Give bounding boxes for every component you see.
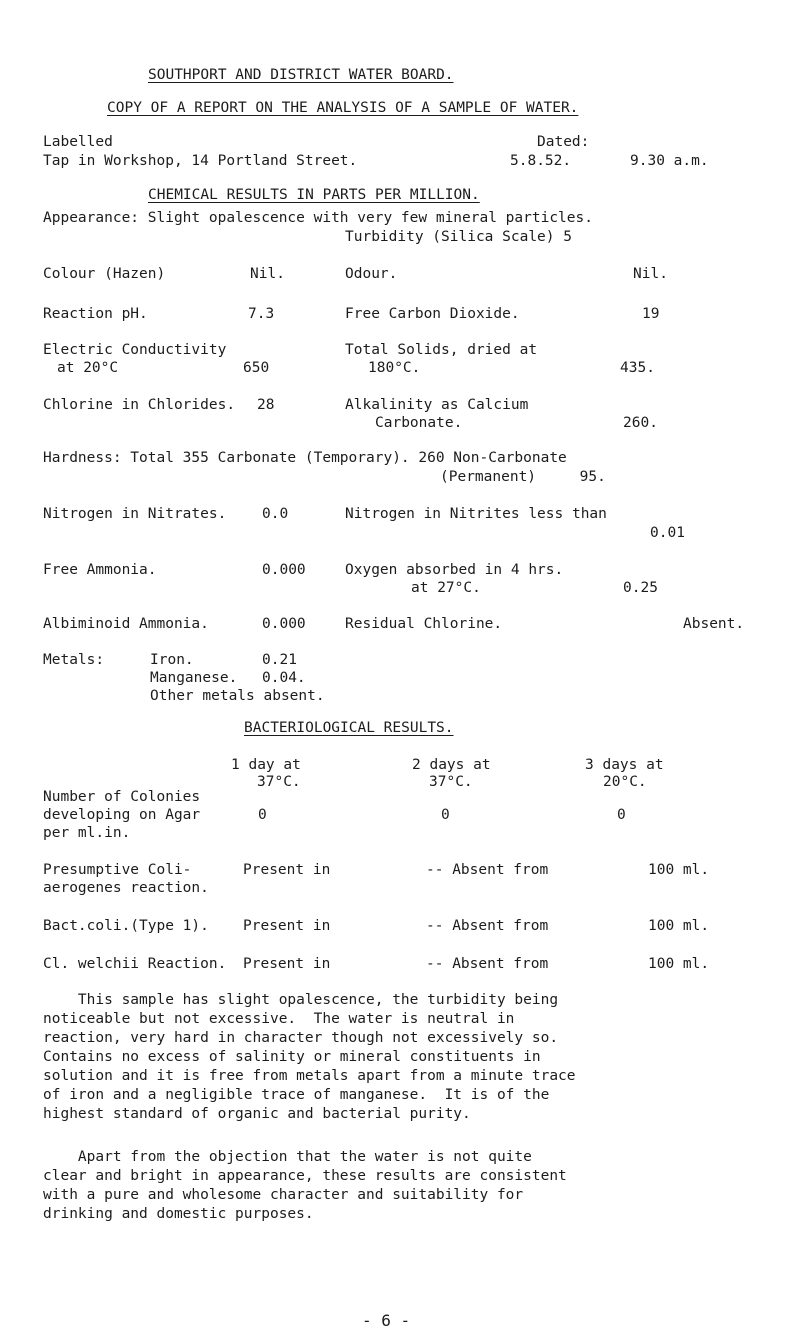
colour-value: Nil. xyxy=(250,266,285,282)
iron-label: Iron. xyxy=(150,652,194,668)
welchii-present: Present in xyxy=(243,956,331,972)
oxygen-temp: at 27°C. xyxy=(411,580,481,596)
col-2-day: 2 days at xyxy=(412,757,491,773)
sample-location: Tap in Workshop, 14 Portland Street. xyxy=(43,153,358,169)
alkalinity-label: Alkalinity as Calcium xyxy=(345,397,529,413)
sample-time: 9.30 a.m. xyxy=(630,153,709,169)
hardness-line: Hardness: Total 355 Carbonate (Temporary). 260 Non-Carbonate xyxy=(43,450,567,466)
paragraph-line: This sample has slight opalescence, the turbidity being xyxy=(43,992,559,1008)
iron-value: 0.21 xyxy=(262,652,297,668)
albuminoid-label: Albiminoid Ammonia. xyxy=(43,616,209,632)
colour-label: Colour (Hazen) xyxy=(43,266,166,282)
alkalinity-sub: Carbonate. xyxy=(375,415,463,431)
odour-label: Odour. xyxy=(345,266,398,282)
co2-value: 19 xyxy=(642,306,660,322)
conclusion-paragraph-2 xyxy=(43,1148,743,1224)
paragraph-line: solution and it is free from metals apart from a minute trace xyxy=(43,1068,576,1084)
col-3-day: 3 days at xyxy=(585,757,664,773)
turbidity: Turbidity (Silica Scale) 5 xyxy=(345,229,572,245)
paragraph-line: drinking and domestic purposes. xyxy=(43,1206,314,1222)
bacteriological-heading: BACTERIOLOGICAL RESULTS. xyxy=(244,720,454,736)
coli-label-1: Presumptive Coli- xyxy=(43,862,192,878)
solids-label: Total Solids, dried at xyxy=(345,342,538,358)
page-number: - 6 - xyxy=(362,1311,411,1330)
nitrites-label: Nitrogen in Nitrites less than xyxy=(345,506,607,522)
paragraph-line: reaction, very hard in character though not excessively so. xyxy=(43,1030,559,1046)
colonies-label-1: Number of Colonies xyxy=(43,789,201,805)
report-subtitle: COPY OF A REPORT ON THE ANALYSIS OF A SAMPLE OF WATER. xyxy=(107,100,579,116)
colonies-label-3: per ml.in. xyxy=(43,825,131,841)
colonies-value-2: 0 xyxy=(441,807,450,823)
labelled-label: Labelled xyxy=(43,134,113,150)
conductivity-value: 650 xyxy=(243,360,270,376)
solids-value: 435. xyxy=(620,360,655,376)
col-3-temp: 20°C. xyxy=(603,774,647,790)
oxygen-label: Oxygen absorbed in 4 hrs. xyxy=(345,562,564,578)
paragraph-line: clear and bright in appearance, these results are consistent xyxy=(43,1168,567,1184)
col-1-temp: 37°C. xyxy=(257,774,301,790)
paragraph-line: of iron and a negligible trace of manganese. It is of the xyxy=(43,1087,550,1103)
metals-label: Metals: xyxy=(43,652,105,668)
colonies-label-2: developing on Agar xyxy=(43,807,201,823)
nitrates-label: Nitrogen in Nitrates. xyxy=(43,506,227,522)
bact-coli-volume: 100 ml. xyxy=(648,918,710,934)
appearance: Appearance: Slight opalescence with very few mineral particles. xyxy=(43,210,593,226)
colonies-value-1: 0 xyxy=(258,807,267,823)
free-ammonia-label: Free Ammonia. xyxy=(43,562,157,578)
colonies-value-3: 0 xyxy=(617,807,626,823)
conductivity-temp: at 20°C xyxy=(57,360,119,376)
conclusion-paragraph-1 xyxy=(43,991,743,1124)
residual-chlorine-value: Absent. xyxy=(683,616,745,632)
other-metals: Other metals absent. xyxy=(150,688,325,704)
nitrites-value: 0.01 xyxy=(650,525,685,541)
paragraph-line: highest standard of organic and bacterial purity. xyxy=(43,1106,471,1122)
welchii-label: Cl. welchii Reaction. xyxy=(43,956,227,972)
coli-absent: -- Absent from xyxy=(426,862,549,878)
bact-coli-label: Bact.coli.(Type 1). xyxy=(43,918,209,934)
hardness-permanent: (Permanent) 95. xyxy=(440,469,606,485)
paragraph-line: noticeable but not excessive. The water is neutral in xyxy=(43,1011,515,1027)
paragraph-line: Apart from the objection that the water is not quite xyxy=(43,1149,532,1165)
odour-value: Nil. xyxy=(633,266,668,282)
albuminoid-value: 0.000 xyxy=(262,616,306,632)
col-2-temp: 37°C. xyxy=(429,774,473,790)
chlorine-label: Chlorine in Chlorides. xyxy=(43,397,236,413)
oxygen-value: 0.25 xyxy=(623,580,658,596)
ph-value: 7.3 xyxy=(248,306,275,322)
sample-date: 5.8.52. xyxy=(510,153,572,169)
dated-label: Dated: xyxy=(537,134,590,150)
manganese-value: 0.04. xyxy=(262,670,306,686)
paragraph-line: Contains no excess of salinity or mineral constituents in xyxy=(43,1049,541,1065)
bact-coli-absent: -- Absent from xyxy=(426,918,549,934)
col-1-day: 1 day at xyxy=(231,757,301,773)
residual-chlorine-label: Residual Chlorine. xyxy=(345,616,503,632)
welchii-volume: 100 ml. xyxy=(648,956,710,972)
nitrates-value: 0.0 xyxy=(262,506,289,522)
paragraph-line: with a pure and wholesome character and suitability for xyxy=(43,1187,524,1203)
ph-label: Reaction pH. xyxy=(43,306,148,322)
alkalinity-value: 260. xyxy=(623,415,658,431)
solids-temp: 180°C. xyxy=(368,360,421,376)
co2-label: Free Carbon Dioxide. xyxy=(345,306,520,322)
chlorine-value: 28 xyxy=(257,397,275,413)
conductivity-label: Electric Conductivity xyxy=(43,342,227,358)
free-ammonia-value: 0.000 xyxy=(262,562,306,578)
coli-volume: 100 ml. xyxy=(648,862,710,878)
coli-label-2: aerogenes reaction. xyxy=(43,880,209,896)
welchii-absent: -- Absent from xyxy=(426,956,549,972)
board-title: SOUTHPORT AND DISTRICT WATER BOARD. xyxy=(148,67,454,83)
bact-coli-present: Present in xyxy=(243,918,331,934)
chemical-heading: CHEMICAL RESULTS IN PARTS PER MILLION. xyxy=(148,187,480,203)
manganese-label: Manganese. xyxy=(150,670,238,686)
coli-present: Present in xyxy=(243,862,331,878)
